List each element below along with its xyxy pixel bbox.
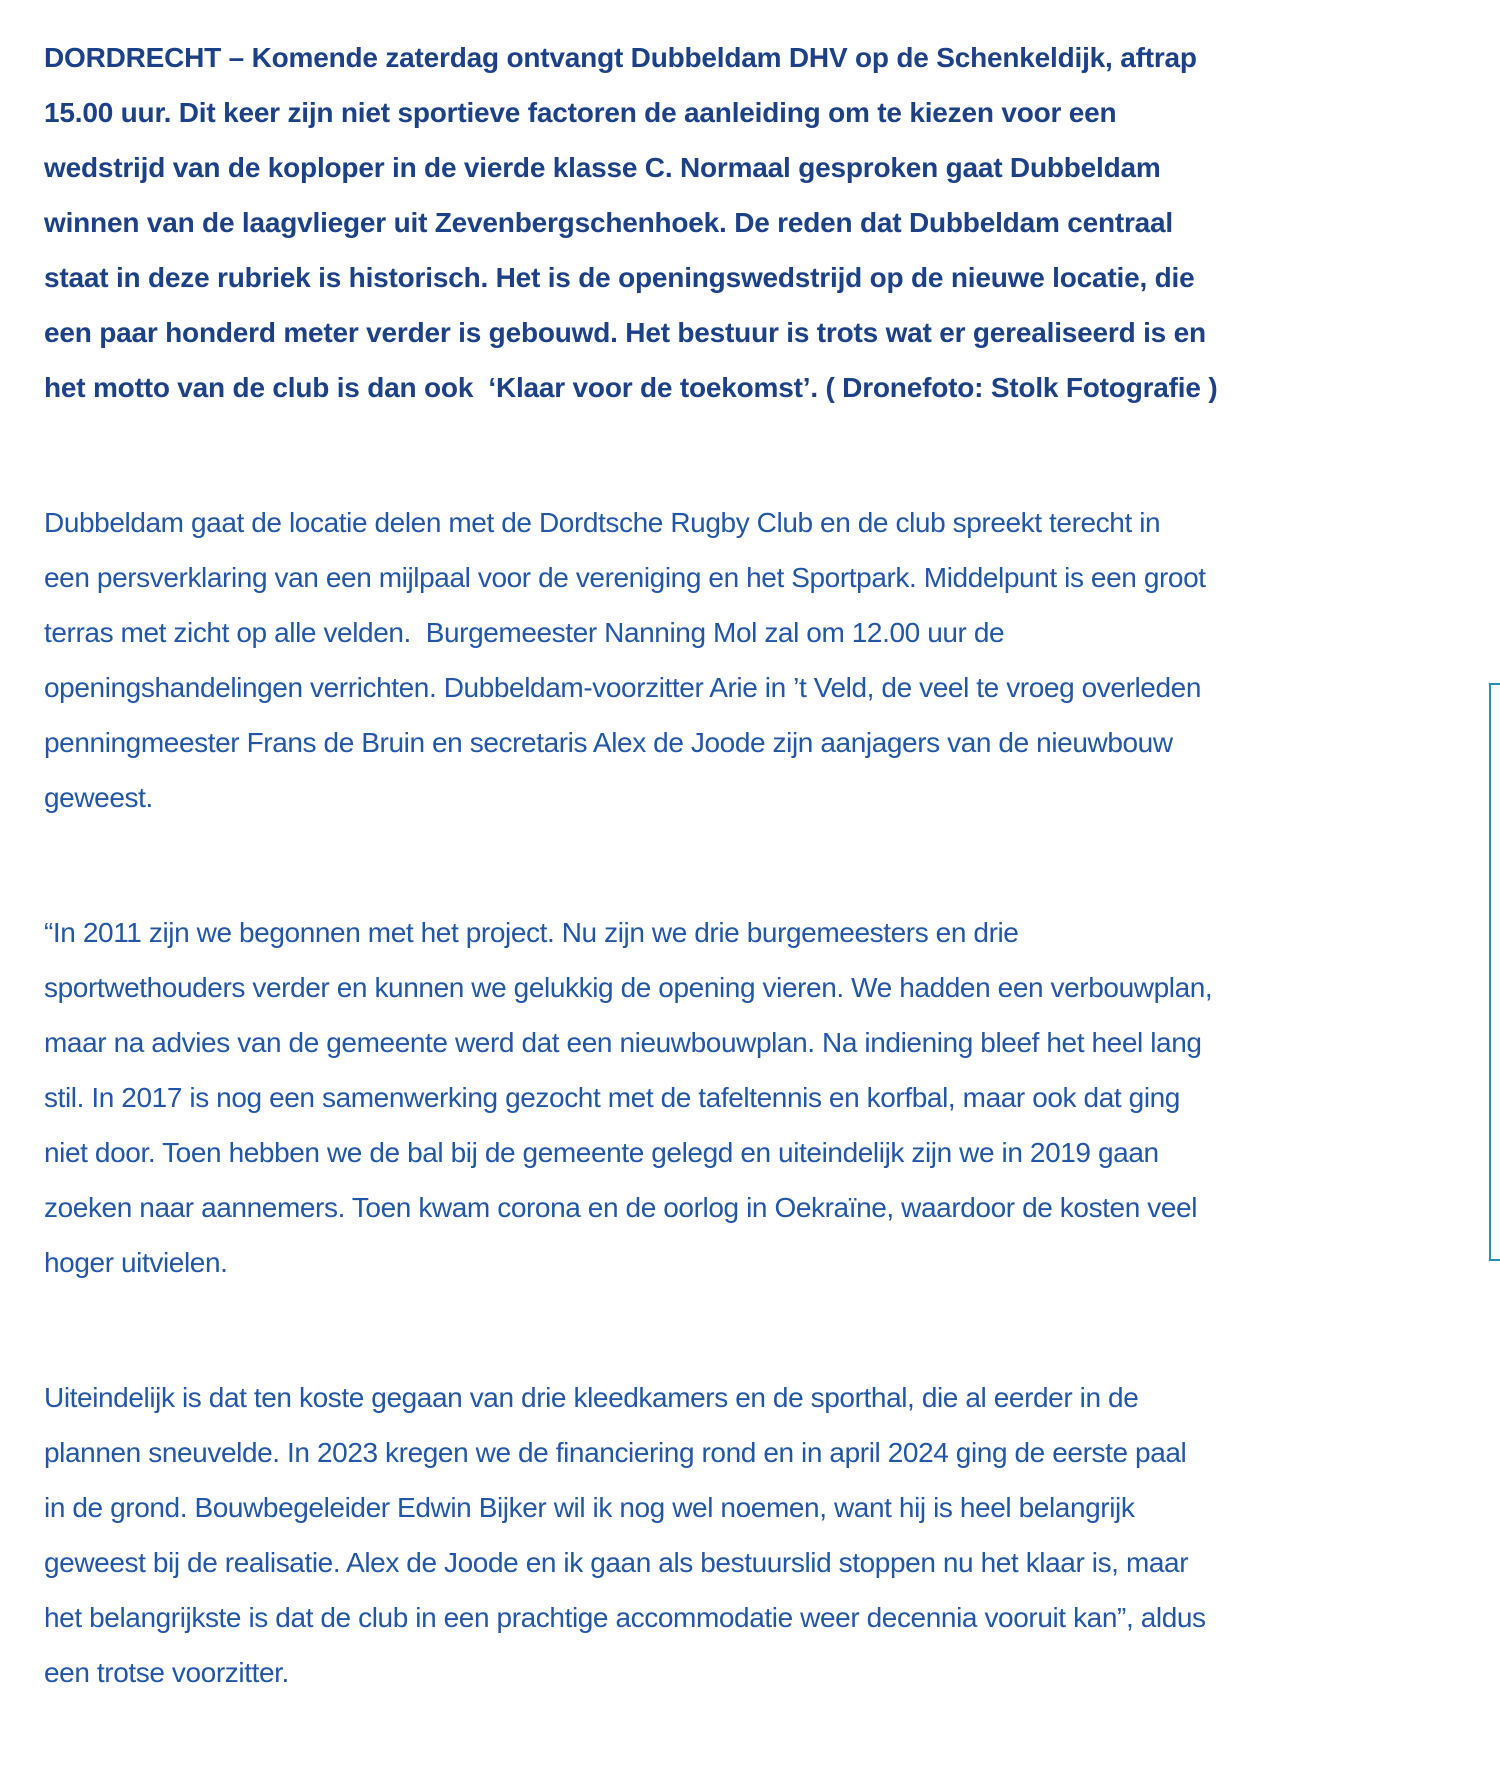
text-line: een trotse voorzitter. — [44, 1657, 289, 1688]
text-line: maar na advies van de gemeente werd dat een nieuwbouwplan. Na indiening bleef het heel lang — [44, 1027, 1202, 1058]
article-lead-paragraph — [44, 30, 1464, 415]
text-line: sportwethouders verder en kunnen we gelukkig de opening vieren. We hadden een verbouwplan, — [44, 972, 1213, 1003]
text-line: DORDRECHT – Komende zaterdag ontvangt Dubbeldam DHV op de Schenkeldijk, aftrap — [44, 42, 1197, 73]
article-paragraph — [44, 495, 1464, 825]
text-line: hoger uitvielen. — [44, 1247, 228, 1278]
text-line: een persverklaring van een mijlpaal voor de vereniging en het Sportpark. Middelpunt is een groot — [44, 562, 1206, 593]
text-line: niet door. Toen hebben we de bal bij de gemeente gelegd en uiteindelijk zijn we in 2019 gaan — [44, 1137, 1159, 1168]
text-line: zoeken naar aannemers. Toen kwam corona en de oorlog in Oekraïne, waardoor de kosten veel — [44, 1192, 1198, 1223]
article-paragraph — [44, 905, 1464, 1290]
text-line: winnen van de laagvlieger uit Zevenbergschenhoek. De reden dat Dubbeldam centraal — [44, 207, 1174, 238]
text-line: het motto van de club is dan ook ‘Klaar voor de toekomst’. ( Dronefoto: Stolk Fotografie ) — [44, 372, 1218, 403]
text-line: Uiteindelijk is dat ten koste gegaan van drie kleedkamers en de sporthal, die al eerder in de — [44, 1382, 1139, 1413]
article-body — [44, 30, 1464, 1780]
text-line: staat in deze rubriek is historisch. Het is de openingswedstrijd op de nieuwe locatie, die — [44, 262, 1195, 293]
text-line: geweest bij de realisatie. Alex de Joode en ik gaan als bestuurslid stoppen nu het klaar is, maar — [44, 1547, 1189, 1578]
text-line: een paar honderd meter verder is gebouwd. Het bestuur is trots wat er gerealiseerd is en — [44, 317, 1206, 348]
article-paragraph — [44, 1370, 1464, 1700]
accent-border-box — [1489, 683, 1500, 1261]
text-line: “In 2011 zijn we begonnen met het project. Nu zijn we drie burgemeesters en drie — [44, 917, 1019, 948]
text-line: stil. In 2017 is nog een samenwerking gezocht met de tafeltennis en korfbal, maar ook dat ging — [44, 1082, 1180, 1113]
text-line: openingshandelingen verrichten. Dubbeldam-voorzitter Arie in ’t Veld, de veel te vroeg overleden — [44, 672, 1202, 703]
text-line: Dubbeldam gaat de locatie delen met de Dordtsche Rugby Club en de club spreekt terecht in — [44, 507, 1161, 538]
text-line: plannen sneuvelde. In 2023 kregen we de financiering rond en in april 2024 ging de eerste paal — [44, 1437, 1187, 1468]
text-line: wedstrijd van de koploper in de vierde klasse C. Normaal gesproken gaat Dubbeldam — [44, 152, 1161, 183]
text-line: penningmeester Frans de Bruin en secretaris Alex de Joode zijn aanjagers van de nieuwbouw — [44, 727, 1173, 758]
text-line: terras met zicht op alle velden. Burgemeester Nanning Mol zal om 12.00 uur de — [44, 617, 1005, 648]
text-line: 15.00 uur. Dit keer zijn niet sportieve factoren de aanleiding om te kiezen voor een — [44, 97, 1117, 128]
text-line: het belangrijkste is dat de club in een prachtige accommodatie weer decennia vooruit kan”, aldus — [44, 1602, 1206, 1633]
text-line: in de grond. Bouwbegeleider Edwin Bijker wil ik nog wel noemen, want hij is heel belangrijk — [44, 1492, 1135, 1523]
text-line: geweest. — [44, 782, 153, 813]
